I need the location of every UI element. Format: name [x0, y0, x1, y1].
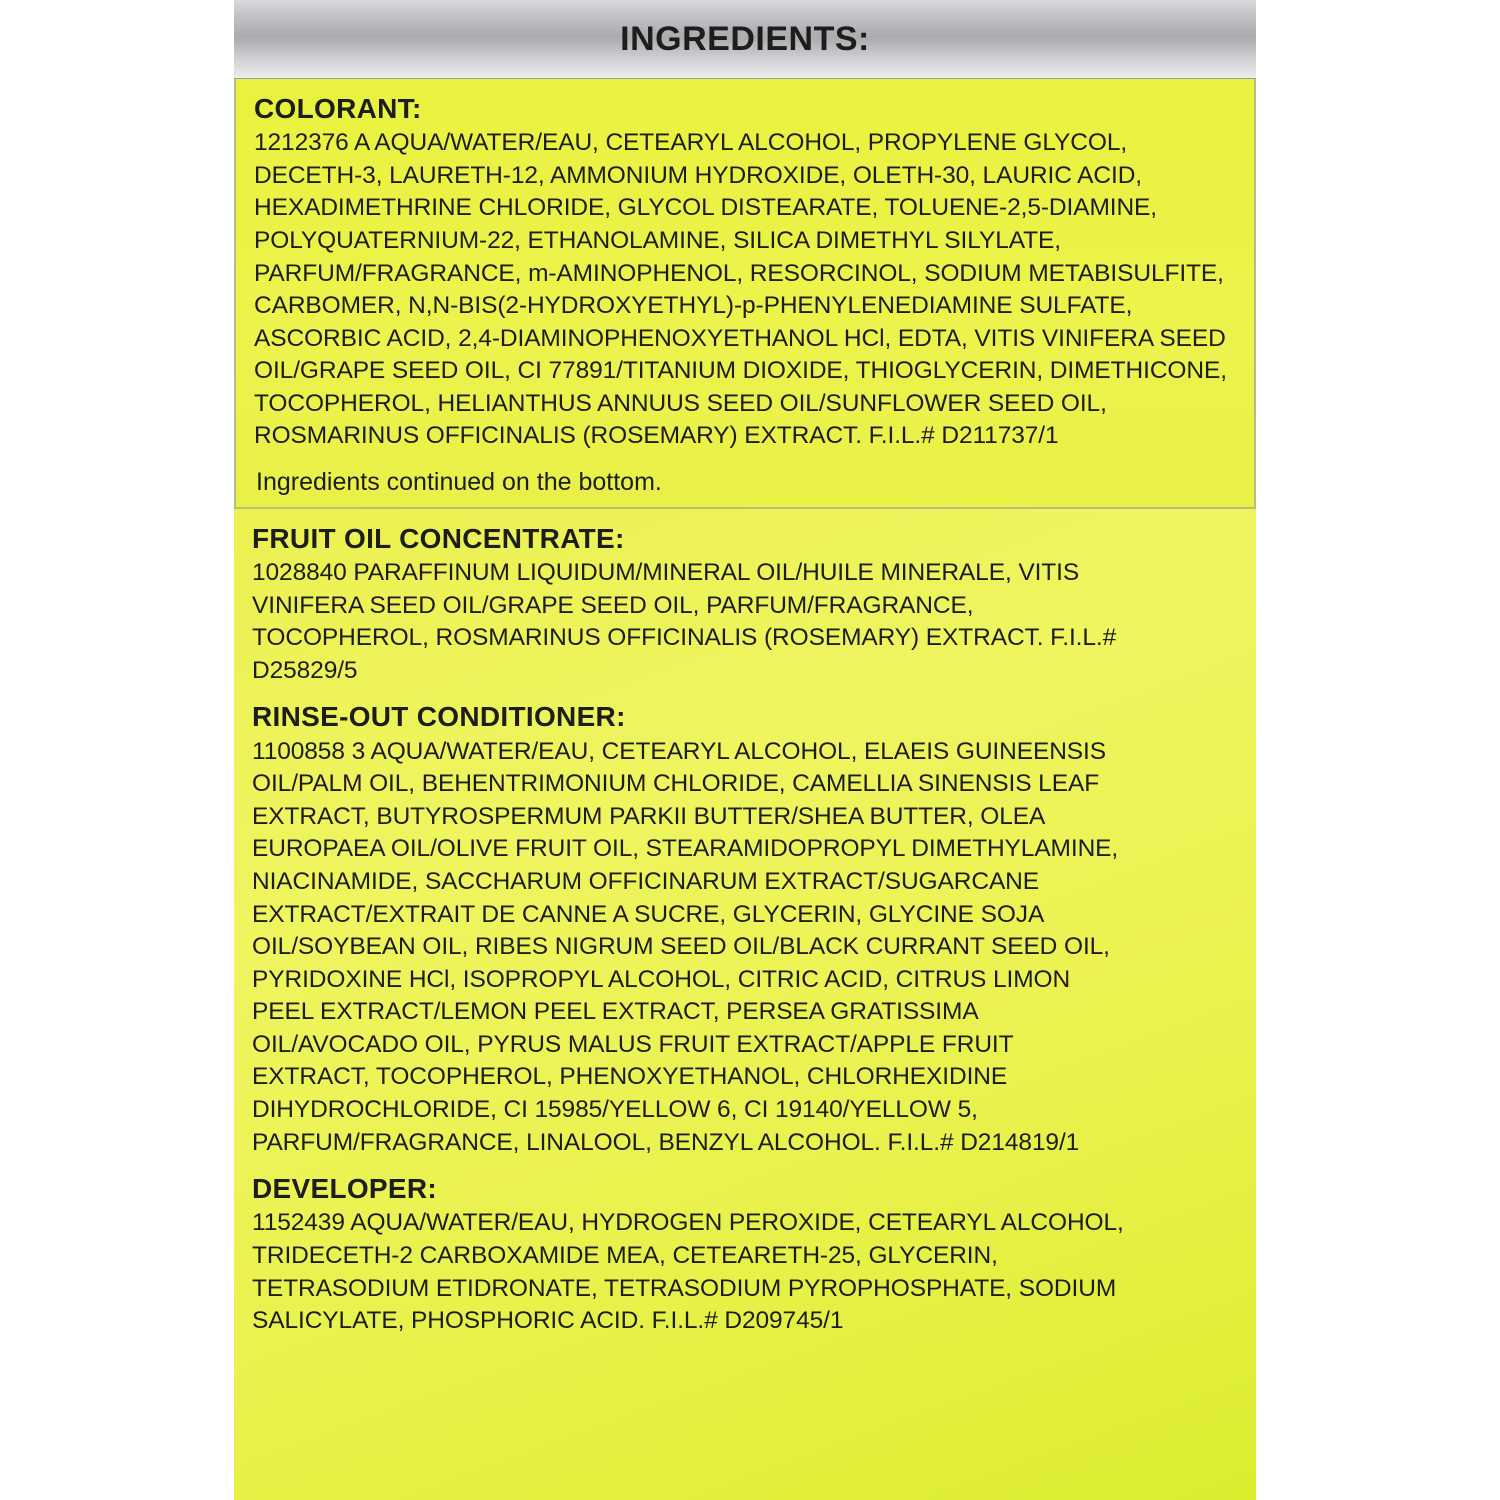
section-body-rinse-out-conditioner: 1100858 3 AQUA/WATER/EAU, CETEARYL ALCOHOL, ELAEIS GUINEENSIS OIL/PALM OIL, BEHENTRIMONIUM CHLORIDE, CAMELLIA SINENSIS LEAF EXTRACT, BUTYROSPERMUM PARKII BUTTER/SHEA BUTTER, OLEA EUROPAEA OIL/OLIVE FRUIT OIL, STEARAMIDOPROPYL DIMETHYLAMINE, NIACINAMIDE, SACCHARUM OFFICINARUM EXTRACT/SUGARCANE EXTRACT/EXTRAIT DE CANNE A SUCRE, GLYCERIN, GLYCINE SOJA OIL/SOYBEAN OIL, RIBES NIGRUM SEED OIL/BLACK CURRANT SEED OIL, PYRIDOXINE HCl, ISOPROPYL ALCOHOL, CITRIC ACID, CITRUS LIMON PEEL EXTRACT/LEMON PEEL EXTRACT, PERSEA GRATISSIMA OIL/AVOCADO OIL, PYRUS MALUS FRUIT EXTRACT/APPLE FRUIT EXTRACT, TOCOPHEROL, PHENOXYETHANOL, CHLORHEXIDINE DIHYDROCHLORIDE, CI 15985/YELLOW 6, CI 19140/YELLOW 5, PARFUM/FRAGRANCE, LINALOOL, BENZYL ALCOHOL. F.I.L.# D214819/1 — [252, 737, 1119, 1156]
section-body-fruit-oil-concentrate: 1028840 PARAFFINUM LIQUIDUM/MINERAL OIL/HUILE MINERALE, VITIS VINIFERA SEED OIL/GRAPE SEED OIL, PARFUM/FRAGRANCE, TOCOPHEROL, ROSMARINUS OFFICINALIS (ROSEMARY) EXTRACT. F.I.L.# D25829/5 — [252, 559, 1117, 684]
section-heading-fruit-oil-concentrate: FRUIT OIL CONCENTRATE: — [252, 522, 625, 554]
section-developer — [234, 1173, 1256, 1338]
ingredients-label — [234, 0, 1256, 1500]
page-title: INGREDIENTS: — [620, 19, 870, 58]
section-body-developer: 1152439 AQUA/WATER/EAU, HYDROGEN PEROXIDE, CETEARYL ALCOHOL, TRIDECETH-2 CARBOXAMIDE MEA, CETEARETH-25, GLYCERIN, TETRASODIUM ETIDRONATE, TETRASODIUM PYROPHOSPHATE, SODIUM SALICYLATE, PHOSPHORIC ACID. F.I.L.# D209745/1 — [252, 1209, 1124, 1335]
colorant-panel — [234, 79, 1256, 509]
section-heading-developer: DEVELOPER: — [252, 1173, 438, 1205]
section-body-colorant: 1212376 A AQUA/WATER/EAU, CETEARYL ALCOHOL, PROPYLENE GLYCOL, DECETH-3, LAURETH-12, AMMONIUM HYDROXIDE, OLETH-30, LAURIC ACID, HEXADIMETHRINE CHLORIDE, GLYCOL DISTEARATE, TOLUENE-2,5-DIAMINE, POLYQUATERNIUM-22, ETHANOLAMINE, SILICA DIMETHYL SILYLATE, PARFUM/FRAGRANCE, m-AMINOPHENOL, RESORCINOL, SODIUM METABISULFITE, CARBOMER, N,N-BIS(2-HYDROXYETHYL)-p-PHENYLENEDIAMINE SULFATE, ASCORBIC ACID, 2,4-DIAMINOPHENOXYETHANOL HCl, EDTA, VITIS VINIFERA SEED OIL/GRAPE SEED OIL, CI 77891/TITANIUM DIOXIDE, THIOGLYCERIN, DIMETHICONE, TOCOPHEROL, HELIANTHUS ANNUUS SEED OIL/SUNFLOWER SEED OIL, ROSMARINUS OFFICINALIS (ROSEMARY) EXTRACT. F.I.L.# D211737/1 — [254, 129, 1227, 450]
ingredients-header-bar — [234, 0, 1256, 79]
section-heading-colorant: COLORANT: — [254, 93, 422, 124]
section-fruit-oil-concentrate — [234, 523, 1256, 688]
section-rinse-out-conditioner — [234, 701, 1256, 1159]
continuation-note: Ingredients continued on the bottom. — [256, 467, 662, 496]
section-heading-rinse-out-conditioner: RINSE-OUT CONDITIONER: — [252, 701, 626, 733]
